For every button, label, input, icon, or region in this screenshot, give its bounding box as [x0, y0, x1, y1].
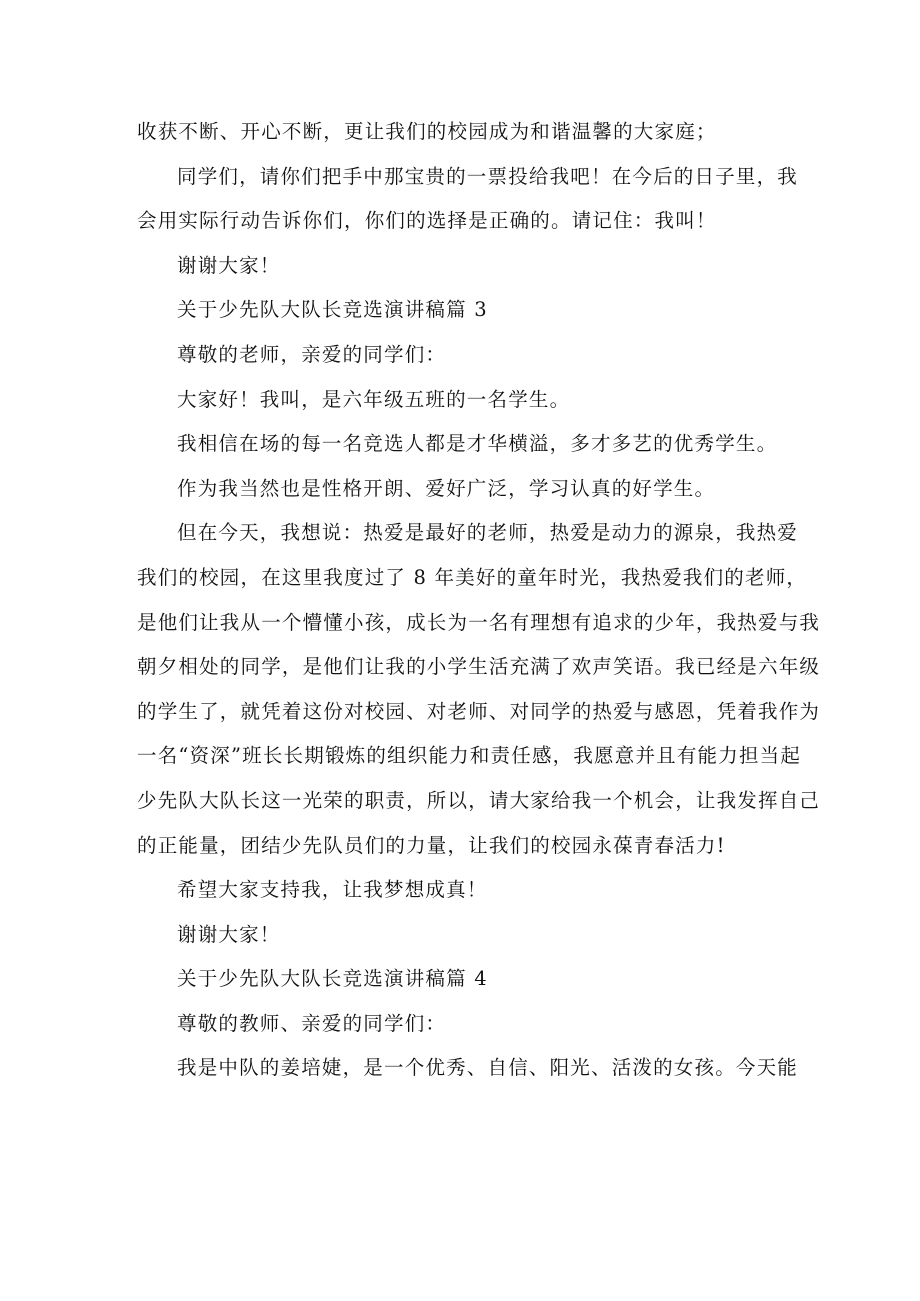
text-line: 收获不断、开心不断，更让我们的校园成为和谐温馨的大家庭； — [137, 120, 717, 143]
text-line: 少先队大队长这一光荣的职责，所以，请大家给我一个机会，让我发挥自己 — [137, 788, 821, 812]
text-line: 会用实际行动告诉你们，你们的选择是正确的。请记住：我叫！ — [137, 209, 717, 233]
section-heading: 关于少先队大队长竞选演讲稿篇 3 — [177, 298, 488, 322]
text-line: 朝夕相处的同学，是他们让我的小学生活充满了欢声笑语。我已经是六年级 — [137, 655, 821, 679]
salutation: 尊敬的教师、亲爱的同学们： — [177, 1011, 447, 1035]
section-heading: 关于少先队大队长竞选演讲稿篇 4 — [177, 967, 488, 991]
text-line: 我是中队的姜培婕，是一个优秀、自信、阳光、活泼的女孩。今天能 — [177, 1056, 799, 1080]
text-line: 的学生了，就凭着这份对校园、对老师、对同学的热爱与感恩，凭着我作为 — [137, 699, 821, 723]
text-line: 一名“资深”班长长期锻炼的组织能力和责任感，我愿意并且有能力担当起 — [137, 744, 802, 768]
text-line: 但在今天，我想说：热爱是最好的老师，热爱是动力的源泉，我热爱 — [177, 521, 799, 545]
text-line: 是他们让我从一个懵懂小孩，成长为一名有理想有追求的少年，我热爱与我 — [137, 610, 821, 634]
text-line: 谢谢大家！ — [177, 253, 281, 277]
text-line: 的正能量，团结少先队员们的力量，让我们的校园永葆青春活力! — [137, 833, 726, 857]
text-line: 我们的校园，在这里我度过了 8 年美好的童年时光，我热爱我们的老师， — [137, 565, 808, 589]
text-line: 我相信在场的每一名竞选人都是才华横溢，多才多艺的优秀学生。 — [177, 432, 778, 456]
text-line: 作为我当然也是性格开朗、爱好广泛，学习认真的好学生。 — [177, 476, 716, 500]
text-line: 谢谢大家！ — [177, 922, 281, 946]
text-line: 希望大家支持我，让我梦想成真！ — [177, 878, 488, 902]
text-line: 同学们，请你们把手中那宝贵的一票投给我吧！在今后的日子里，我 — [177, 164, 799, 188]
document-body — [137, 110, 821, 1091]
text-line: 大家好！我叫，是六年级五班的一名学生。 — [177, 387, 571, 411]
salutation: 尊敬的老师，亲爱的同学们： — [177, 342, 447, 366]
